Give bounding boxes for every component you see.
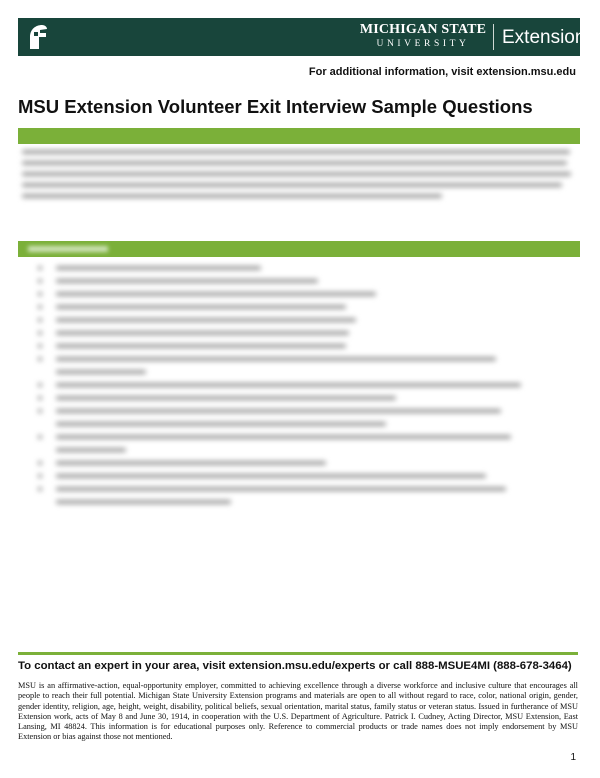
page-number: 1 <box>570 752 576 763</box>
additional-info-note: For additional information, visit extension.msu.edu <box>308 66 576 78</box>
brand-name: MICHIGAN STATE <box>359 22 487 37</box>
title-accent-bar <box>18 128 580 144</box>
header-bar <box>18 18 586 56</box>
page-title: MSU Extension Volunteer Exit Interview Sample Questions <box>18 96 533 117</box>
extension-word: Extension <box>502 27 586 48</box>
equal-opportunity-disclaimer: MSU is an affirmative-action, equal-opportunity employer, committed to achieving excellence through a diverse workforce and inclusive culture that encourages all people to reach their full potential. Michigan State University Extension programs and materials are open to all without regard to race, color, national origin, gender, gender identity, religion, age, height, weight, disability, political beliefs, sexual orientation, marital status, family status or veteran status. Issued in furtherance of MSU Extension work, acts of May 8 and June 30, 1914, in cooperation with the U.S. Department of Agriculture. Patrick I. Cudney, Acting Director, MSU Extension, East Lansing, MI 48824. This information is for educational purposes only. Reference to commercial products or trade names does not imply endorsement by MSU Extension or bias against those not mentioned. <box>18 681 578 742</box>
spartan-helmet-icon <box>26 23 50 51</box>
section-header-bar <box>18 241 580 257</box>
footer-accent-rule <box>18 652 578 655</box>
intro-paragraph-blurred <box>22 150 572 205</box>
contact-expert-line: To contact an expert in your area, visit extension.msu.edu/experts or call 888-MSUE4MI (888-678-3464) <box>18 660 572 672</box>
brand-subtitle: UNIVERSITY <box>376 39 470 49</box>
brand-divider <box>493 24 494 50</box>
questions-list-blurred <box>38 263 558 510</box>
brand-wordmark <box>358 22 488 51</box>
